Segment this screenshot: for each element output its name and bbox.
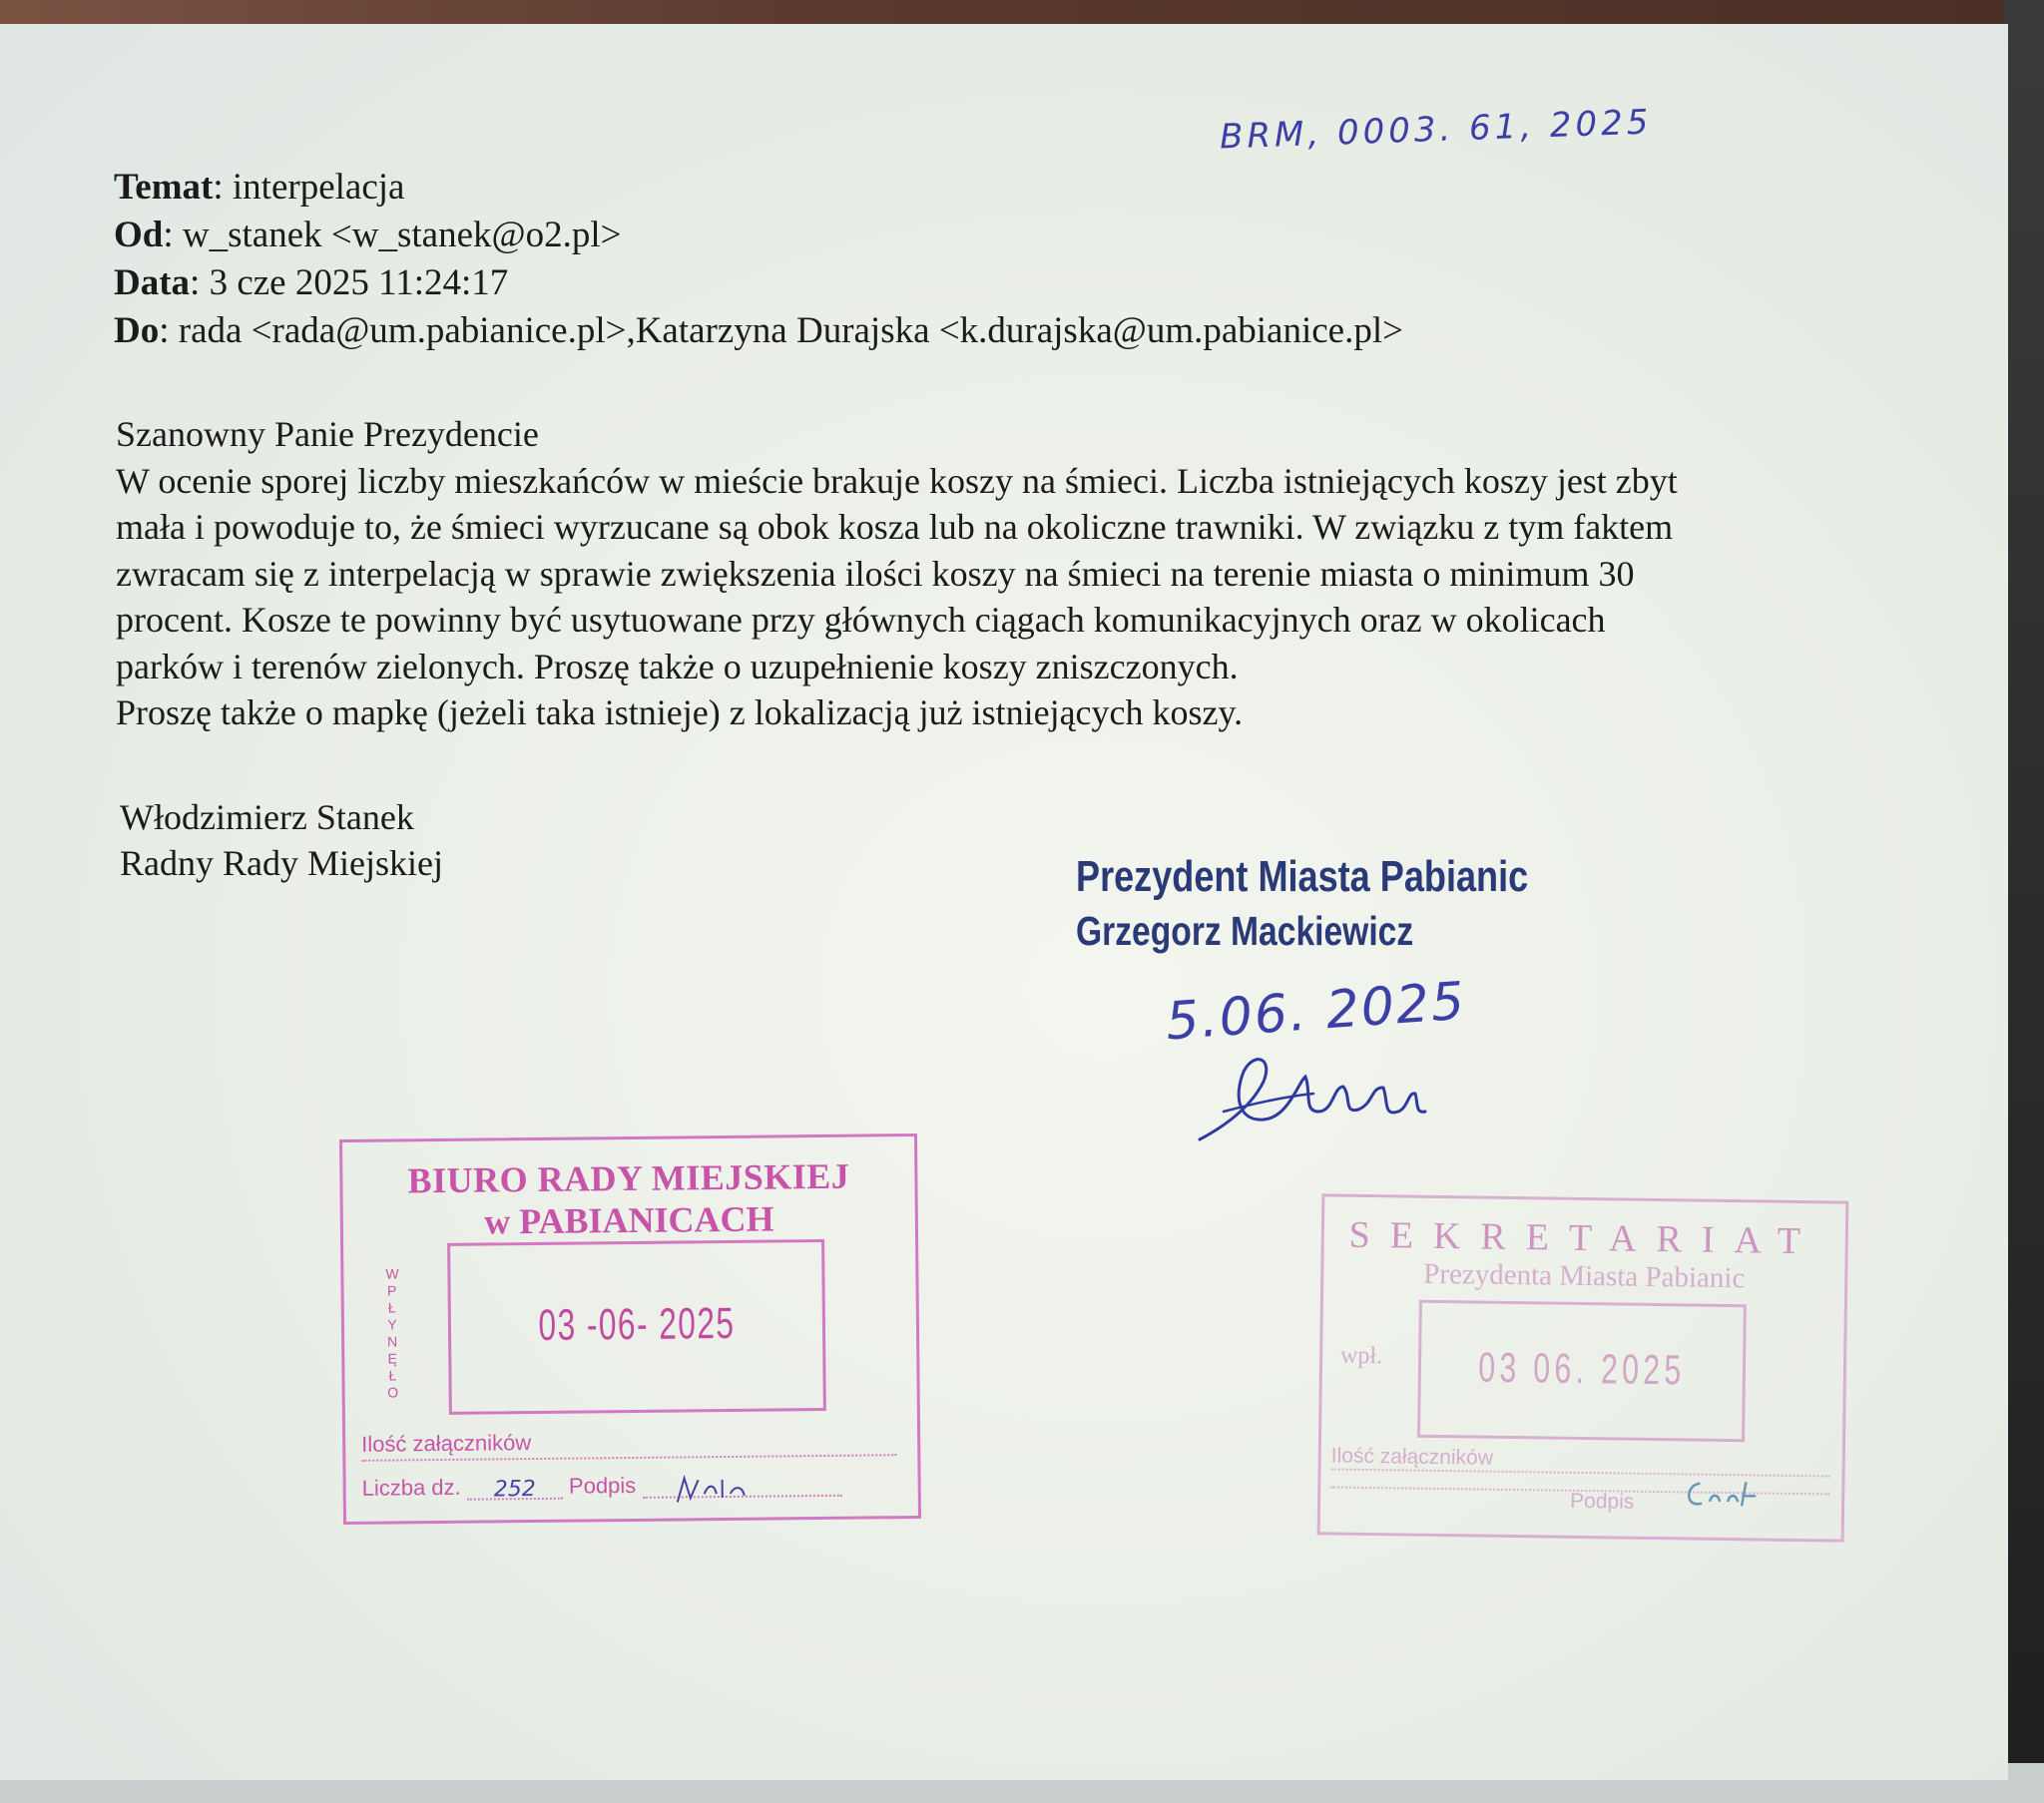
sender-signature-block [120,794,443,886]
body-line: zwracam się z interpelacją w sprawie zwiększenia ilości koszy na śmieci na terenie miasta o minimum 30 [116,553,1635,594]
stamp-biuro-rady [339,1133,921,1525]
stamp-biuro-title1: BIURO RADY MIEJSKIEJ [407,1155,850,1201]
from-value: : w_stanek <w_stanek@o2.pl> [163,215,622,255]
date-label: Data [114,262,191,303]
sekretariat-initials-icon [1680,1473,1781,1514]
number-dots [467,1476,563,1501]
stamp-sekretariat [1317,1193,1849,1542]
sender-name: Włodzimierz Stanek [120,797,414,837]
body-line: Proszę także o mapkę (jeżeli taka istnieje) z lokalizacją już istniejących koszy. [116,692,1244,732]
body-line: parków i terenów zielonych. Proszę także o uzupełnienie koszy zniszczonych. [116,646,1239,686]
attachments-label: Ilość załączników [361,1430,532,1457]
initials-icon [672,1474,762,1505]
to-row [114,307,1403,355]
stamp-biuro-attachments-field [361,1426,896,1462]
sign-label: Podpis [568,1472,637,1499]
handwritten-signature-icon [1194,1042,1453,1151]
sign-dots [642,1473,841,1499]
number-value: 252 [493,1477,536,1503]
subject-row [114,164,1403,212]
stamp-biuro-vertical-label [383,1265,400,1401]
date-row [114,259,1403,307]
date-value: : 3 cze 2025 11:24:17 [190,262,509,303]
president-stamp-line1: Prezydent Miasta Pabianic [1076,852,1529,901]
subject-label: Temat [114,167,214,208]
email-body [116,411,1942,736]
from-label: Od [114,215,164,255]
greeting: Szanowny Panie Prezydencie [116,414,539,454]
sekretariat-sign-label: Podpis [1569,1489,1635,1514]
sekretariat-attachments-label: Ilość załączników [1330,1444,1494,1470]
president-stamp-line2: Grzegorz Mackiewicz [1076,908,1414,954]
stamp-vertical-text: WPŁYNĘŁO [385,1265,399,1401]
president-name-stamp [1076,850,1528,958]
body-line: W ocenie sporej liczby mieszkańców w mieście brakuje koszy na śmieci. Liczba istniejących koszy jest zbyt [116,460,1678,501]
from-row [114,212,1403,259]
handwritten-date: 5.06. 2025 [1164,971,1468,1053]
number-label: Liczba dz. [361,1474,461,1501]
stamp-sekretariat-attachments-field [1331,1444,1830,1477]
stamp-biuro-date-box [447,1239,826,1415]
stamp-biuro-number-field [362,1470,897,1502]
document-page [0,24,2008,1780]
stamp-biuro-title2: w PABIANICACH [483,1198,774,1242]
stamp-sekretariat-received-label: wpł. [1339,1342,1383,1370]
body-line: mała i powoduje to, że śmieci wyrzucane są obok kosza lub na okoliczne trawniki. W związku z tym faktem [116,507,1674,547]
email-header [114,164,1403,355]
stamp-sekretariat-title1: SEKRETARIAT [1348,1213,1821,1263]
stamp-sekretariat-title2: Prezydenta Miasta Pabianic [1423,1257,1746,1295]
subject-value: : interpelacja [213,167,405,208]
stamp-biuro-date: 03 -06- 2025 [538,1298,736,1350]
to-value: : rada <rada@um.pabianice.pl>,Katarzyna Durajska <k.durajska@um.pabianice.pl> [159,310,1403,351]
handwritten-reference-number: BRM, 0003. 61, 2025 [1219,102,1654,158]
stamp-sekretariat-sign-field [1330,1486,1829,1514]
sender-title: Radny Rady Miejskiej [120,843,443,883]
body-line: procent. Kosze te powinny być usytuowane przy głównych ciągach komunikacyjnych oraz w okolicach [116,600,1606,640]
photo-background-right [2004,0,2044,1803]
stamp-sekretariat-date-box [1417,1300,1747,1443]
stamp-sekretariat-date: 03 06. 2025 [1478,1343,1686,1394]
to-label: Do [114,310,160,351]
